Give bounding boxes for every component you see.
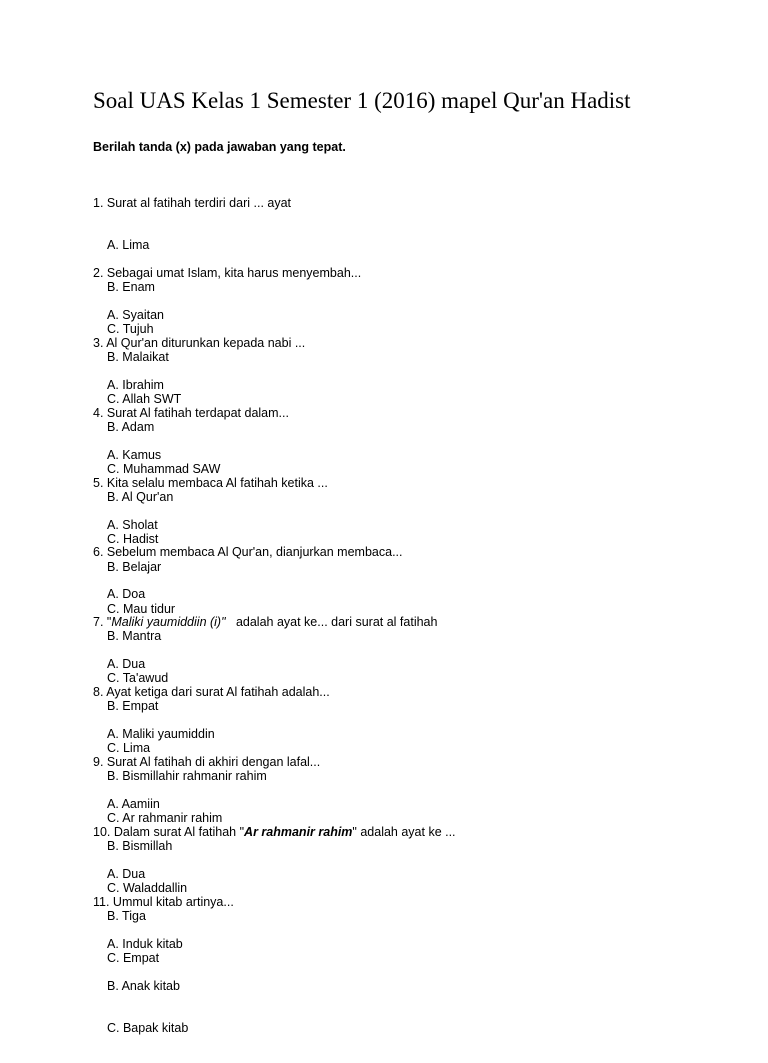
option-c: C. Hadist bbox=[107, 532, 159, 546]
option-b: B. Anak kitab bbox=[107, 979, 180, 993]
option-b: B. Belajar bbox=[107, 560, 162, 574]
document-title: Soal UAS Kelas 1 Semester 1 (2016) mapel Qur'an Hadist bbox=[93, 88, 631, 113]
instruction-text: Berilah tanda (x) pada jawaban yang tepat. bbox=[93, 140, 346, 154]
option-a: A. Aamiin bbox=[107, 797, 160, 811]
option-b: B. Al Qur'an bbox=[107, 490, 174, 504]
option-c: C. Ar rahmanir rahim bbox=[107, 811, 223, 825]
option-a: A. Kamus bbox=[107, 448, 162, 462]
stem-suffix: " adalah ayat ke ... bbox=[352, 825, 456, 839]
option-a: A. Doa bbox=[107, 587, 146, 601]
question-stem: 9. Surat Al fatihah di akhiri dengan lafal... bbox=[93, 755, 321, 769]
question-stem: 3. Al Qur'an diturunkan kepada nabi ... bbox=[93, 336, 306, 350]
option-c: C. Waladdallin bbox=[107, 881, 188, 895]
question-stem: 8. Ayat ketiga dari surat Al fatihah adalah... bbox=[93, 685, 330, 699]
option-a: A. Ibrahim bbox=[107, 378, 164, 392]
option-b: B. Enam bbox=[107, 280, 155, 294]
question-stem: 6. Sebelum membaca Al Qur'an, dianjurkan membaca... bbox=[93, 545, 403, 559]
option-b: B. Mantra bbox=[107, 629, 162, 643]
option-c: C. Lima bbox=[107, 741, 151, 755]
stem-suffix: adalah ayat ke... dari surat al fatihah bbox=[225, 615, 438, 629]
question-stem bbox=[93, 825, 456, 839]
question-stem: 11. Ummul kitab artinya... bbox=[93, 895, 234, 909]
stem-prefix: 7. " bbox=[93, 615, 112, 629]
option-b: B. Empat bbox=[107, 699, 159, 713]
option-a: A. Induk kitab bbox=[107, 937, 183, 951]
stem-emphasis: Maliki yaumiddiin (i)" bbox=[111, 615, 226, 629]
question-stem: 4. Surat Al fatihah terdapat dalam... bbox=[93, 406, 289, 420]
option-c: C. Mau tidur bbox=[107, 602, 176, 616]
stem-prefix: 10. Dalam surat Al fatihah " bbox=[93, 825, 245, 839]
option-c: C. Bapak kitab bbox=[107, 1021, 189, 1035]
option-c: C. Empat bbox=[107, 951, 160, 965]
option-a: A. Sholat bbox=[107, 518, 158, 532]
question-stem: 2. Sebagai umat Islam, kita harus menyembah... bbox=[93, 266, 362, 280]
option-c: C. Tujuh bbox=[107, 322, 154, 336]
option-a: A. Dua bbox=[107, 657, 146, 671]
option-b: B. Malaikat bbox=[107, 350, 169, 364]
option-a: A. Syaitan bbox=[107, 308, 164, 322]
option-c: C. Allah SWT bbox=[107, 392, 182, 406]
option-b: B. Bismillah bbox=[107, 839, 173, 853]
question-stem: 5. Kita selalu membaca Al fatihah ketika ... bbox=[93, 476, 328, 490]
question-stem bbox=[93, 615, 437, 629]
option-b: B. Tiga bbox=[107, 909, 146, 923]
option-c: C. Muhammad SAW bbox=[107, 462, 221, 476]
option-a: A. Dua bbox=[107, 867, 146, 881]
stem-emphasis: Ar rahmanir rahim bbox=[244, 825, 353, 839]
question-11 bbox=[93, 867, 234, 1063]
question-stem: 1. Surat al fatihah terdiri dari ... ayat bbox=[93, 196, 292, 210]
option-a: A. Maliki yaumiddin bbox=[107, 727, 215, 741]
option-c: C. Ta'awud bbox=[107, 671, 169, 685]
option-a: A. Lima bbox=[107, 238, 150, 252]
option-b: B. Adam bbox=[107, 420, 155, 434]
option-b: B. Bismillahir rahmanir rahim bbox=[107, 769, 267, 783]
